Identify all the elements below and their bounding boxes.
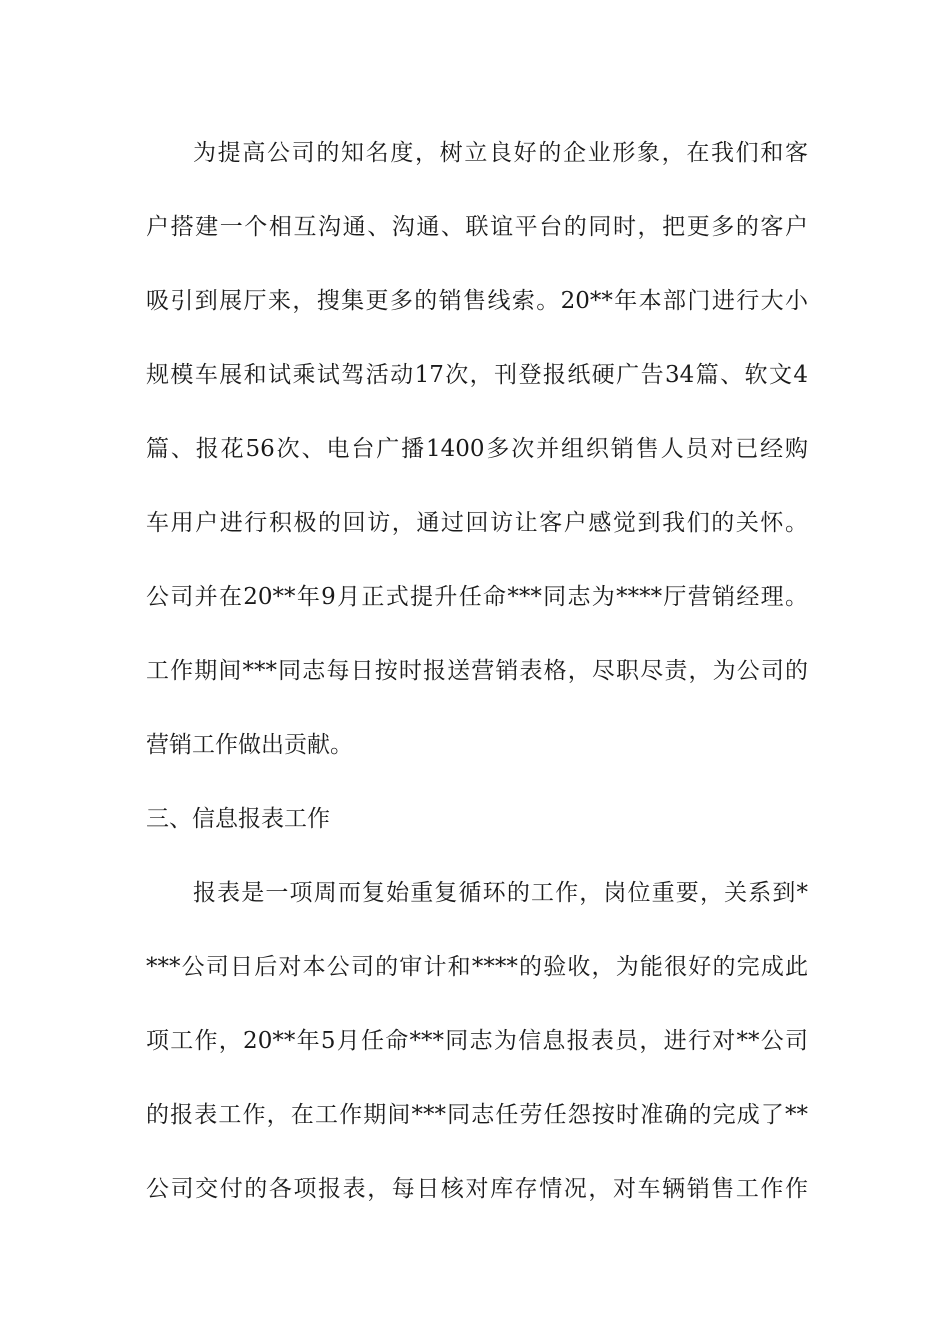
paragraph-line: 为提高公司的知名度，树立良好的企业形象，在我们和客	[193, 140, 808, 166]
paragraph-line: 工作期间***同志每日按时报送营销表格，尽职尽责，为公司的	[146, 658, 808, 684]
paragraph-line: 篇、报花56次、电台广播1400多次并组织销售人员对已经购	[146, 436, 808, 462]
paragraph-line: 公司并在20**年9月正式提升任命***同志为****厅营销经理。	[146, 584, 808, 610]
paragraph-line: 项工作，20**年5月任命***同志为信息报表员，进行对**公司	[146, 1028, 808, 1054]
paragraph-line: 吸引到展厅来，搜集更多的销售线索。20**年本部门进行大小	[146, 288, 808, 314]
paragraph-line: 的报表工作，在工作期间***同志任劳任怨按时准确的完成了**	[146, 1102, 808, 1128]
paragraph-line: 营销工作做出贡献。	[146, 732, 353, 758]
section-heading: 三、信息报表工作	[146, 806, 330, 832]
paragraph-line: 规模车展和试乘试驾活动17次，刊登报纸硬广告34篇、软文4	[146, 362, 808, 388]
paragraph-line: ***公司日后对本公司的审计和****的验收，为能很好的完成此	[146, 954, 808, 980]
paragraph-line: 报表是一项周而复始重复循环的工作，岗位重要，关系到*	[193, 880, 808, 906]
paragraph-line: 户搭建一个相互沟通、沟通、联谊平台的同时，把更多的客户	[146, 214, 808, 240]
paragraph-line: 车用户进行积极的回访，通过回访让客户感觉到我们的关怀。	[146, 510, 808, 536]
paragraph-line: 公司交付的各项报表，每日核对库存情况，对车辆销售工作作	[146, 1176, 808, 1202]
